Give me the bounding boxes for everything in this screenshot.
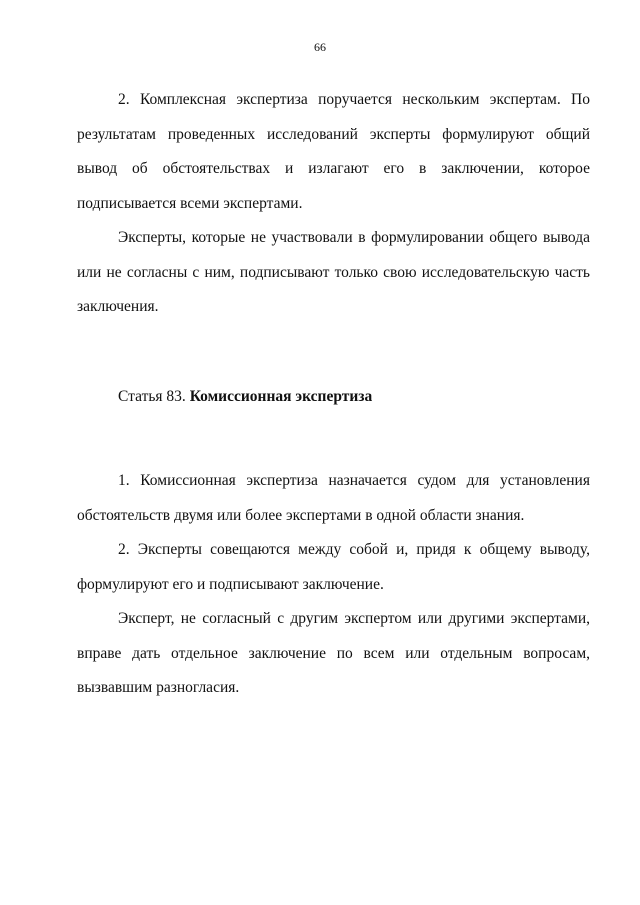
paragraph: Эксперт, не согласный с другим экспертом или другими экспертами, вправе дать отдельное заключение по всем или отдельным вопросам, вызвавшим разногласия.: [77, 610, 590, 696]
paragraph: 2. Эксперты совещаются между собой и, придя к общему выводу, формулируют его и подписывают заключение.: [77, 541, 590, 593]
article-heading: [77, 380, 590, 415]
paragraph: 2. Комплексная экспертиза поручается нескольким экспертам. По результатам проведенных исследований эксперты формулируют общий вывод об обстоятельствах и излагают его в заключении, которое подписывается всеми экспертами.: [77, 91, 590, 212]
article-title: Комиссионная экспертиза: [189, 387, 373, 405]
paragraph: Эксперты, которые не участвовали в формулировании общего вывода или не согласны с ним, подписывают только свою исследовательскую часть заключения.: [77, 229, 590, 315]
article-prefix: Статья 83.: [118, 387, 186, 405]
document-body: [77, 83, 590, 706]
paragraph: 1. Комиссионная экспертиза назначается судом для установления обстоятельств двумя или более экспертами в одной области знания.: [77, 472, 590, 524]
page-number: 66: [314, 40, 326, 54]
